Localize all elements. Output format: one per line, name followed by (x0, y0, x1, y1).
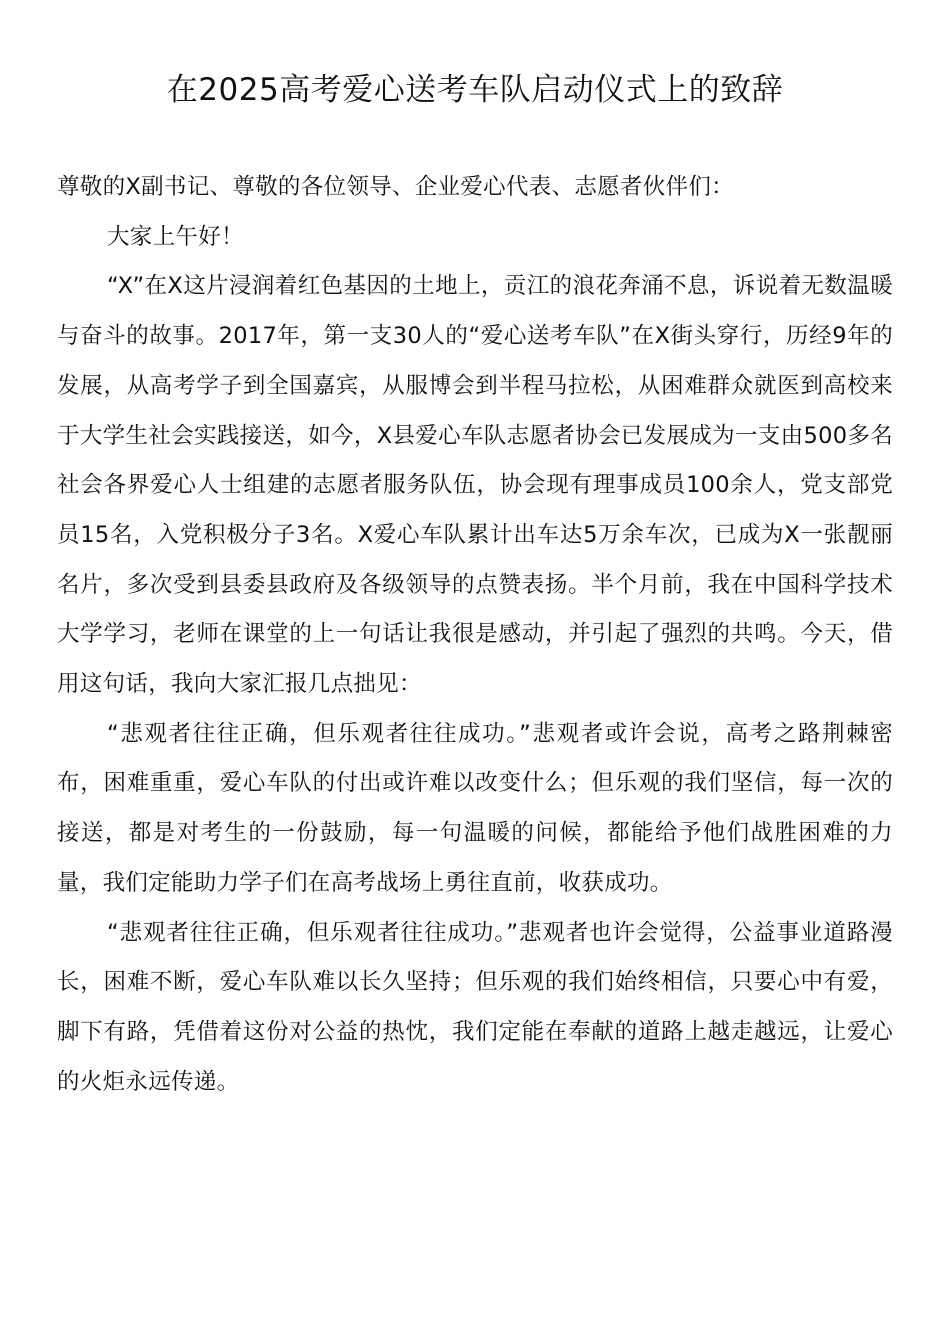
body-paragraph: “悲观者往往正确，但乐观者往往成功。”悲观者或许会说，高考之路荆棘密布，困难重重，爱心车队的付出或许难以改变什么；但乐观的我们坚信，每一次的接送，都是对考生的一份鼓励，每一句温暖的问候，都能给予他们战胜困难的力量，我们定能助力学子们在高考战场上勇往直前，收获成功。 (57, 720, 893, 896)
document-body (57, 163, 893, 1107)
body-paragraph: “悲观者往往正确，但乐观者往往成功。”悲观者也许会觉得，公益事业道路漫长，困难不断，爱心车队难以长久坚持；但乐观的我们始终相信，只要心中有爱，脚下有路，凭借着这份对公益的热忱，我们定能在奉献的道路上越走越远，让爱心的火炬永远传递。 (57, 919, 893, 1095)
document-title: 在2025高考爱心送考车队启动仪式上的致辞 (166, 72, 784, 108)
salutation: 尊敬的X副书记、尊敬的各位领导、企业爱心代表、志愿者伙伴们： (57, 174, 734, 200)
greeting-paragraph: 大家上午好！ (107, 223, 244, 250)
body-paragraph: “X”在X这片浸润着红色基因的土地上，贡江的浪花奔涌不息，诉说着无数温暖与奋斗的故事。2017年，第一支30人的“爱心送考车队”在X街头穿行，历经9年的发展，从高考学子到全国嘉宾，从服博会到半程马拉松，从困难群众就医到高校来于大学生社会实践接送，如今，X县爱心车队志愿者协会已发展成为一支由500多名社会各界爱心人士组建的志愿者服务队伍，协会现有理事成员100余人，党支部党员15名，入党积极分子3名。X爱心车队累计出车达5万余车次，已成为X一张靓丽名片，多次受到县委县政府及各级领导的点赞表扬。半个月前，我在中国科学技术大学学习，老师在课堂的上一句话让我很是感动，并引起了强烈的共鸣。今天，借用这句话，我向大家汇报几点拙见： (57, 273, 893, 698)
